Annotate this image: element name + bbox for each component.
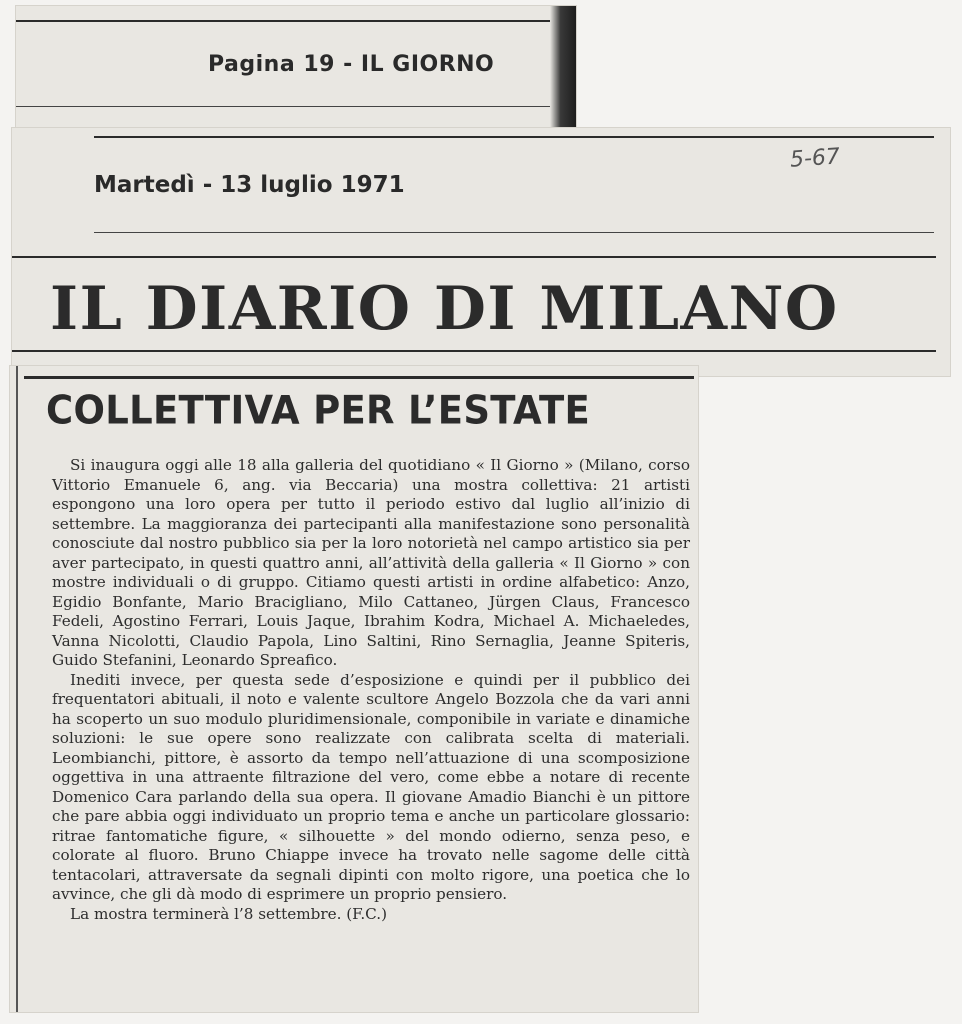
- article-clipping: [10, 366, 698, 1012]
- article-paragraph: Si inaugura oggi alle 18 alla galleria del quotidiano « Il Giorno » (Milano, corso Vittorio Emanuele 6, ang. via Beccaria) una mostra collettiva: 21 artisti espongono una loro opera per tutto il periodo estivo dal luglio all’inizio di settembre. La maggioranza dei partecipanti alla manifestazione sono personalità conosciute dal nostro pubblico sia per la loro notorietà nel campo artistico sia per aver partecipato, in questi quattro anni, all’attività della galleria « Il Giorno » con mostre individuali o di gruppo. Citiamo questi artisti in ordine alfabetico: Anzo, Egidio Bonfante, Mario Bracigliano, Milo Cattaneo, Jürgen Claus, Francesco Fedeli, Agostino Ferrari, Louis Jaque, Ibrahim Kodra, Michael A. Michaeledes, Vanna Nicolotti, Claudio Papola, Lino Saltini, Rino Sernaglia, Jeanne Spiteris, Guido Stefanini, Leonardo Spreafico.: [52, 456, 690, 669]
- masthead-clipping: [12, 128, 950, 376]
- page-reference-clipping: [16, 6, 576, 136]
- top-rule: [16, 20, 550, 22]
- article-paragraph: Inediti invece, per questa sede d’esposizione e quindi per il pubblico dei frequentatori abituali, il noto e valente scultore Angelo Bozzola che da vari anni ha scoperto un suo modulo pluridimensionale, componibile in variate e dinamiche soluzioni: le sue opere sono realizzate con calibrata scelta di materiali. Leombianchi, pittore, è assorto da tempo nell’attuazione di una scomposizione oggettiva in una attraente filtrazione del vero, come ebbe a notare di recente Domenico Cara parlando della sua opera. Il giovane Amadio Bianchi è un pittore che pare abbia oggi individuato un proprio tema e anche un particolare glossario: ritrae fantomatiche figure, « silhouette » del mondo odierno, senza peso, e colorate al fluoro. Bruno Chiappe invece ha trovato nelle sagome delle città tentacolari, attraversate da segnali dipinti con molto rigore, una poetica che lo avvince, che gli dà modo di esprimere un proprio pensiero.: [52, 670, 690, 903]
- handwritten-note: 5-67: [789, 144, 841, 173]
- masthead-top-rule: [12, 256, 936, 258]
- article-closing: La mostra terminerà l’8 settembre. (F.C.): [70, 904, 388, 923]
- article-top-rule: [24, 376, 694, 379]
- article-headline: COLLETTIVA PER L’ESTATE: [46, 388, 591, 434]
- article-body: [52, 456, 690, 924]
- article-left-rule: [16, 366, 18, 1012]
- date-rule: [94, 232, 934, 233]
- clipping-shadow-edge: [550, 6, 576, 136]
- page-reference: Pagina 19 - IL GIORNO: [208, 52, 495, 77]
- top-rule: [94, 136, 934, 138]
- masthead-title: IL DIARIO DI MILANO: [50, 274, 839, 344]
- publication-date: Martedì - 13 luglio 1971: [94, 172, 405, 198]
- bottom-rule: [16, 106, 550, 107]
- masthead-bottom-rule: [12, 350, 936, 352]
